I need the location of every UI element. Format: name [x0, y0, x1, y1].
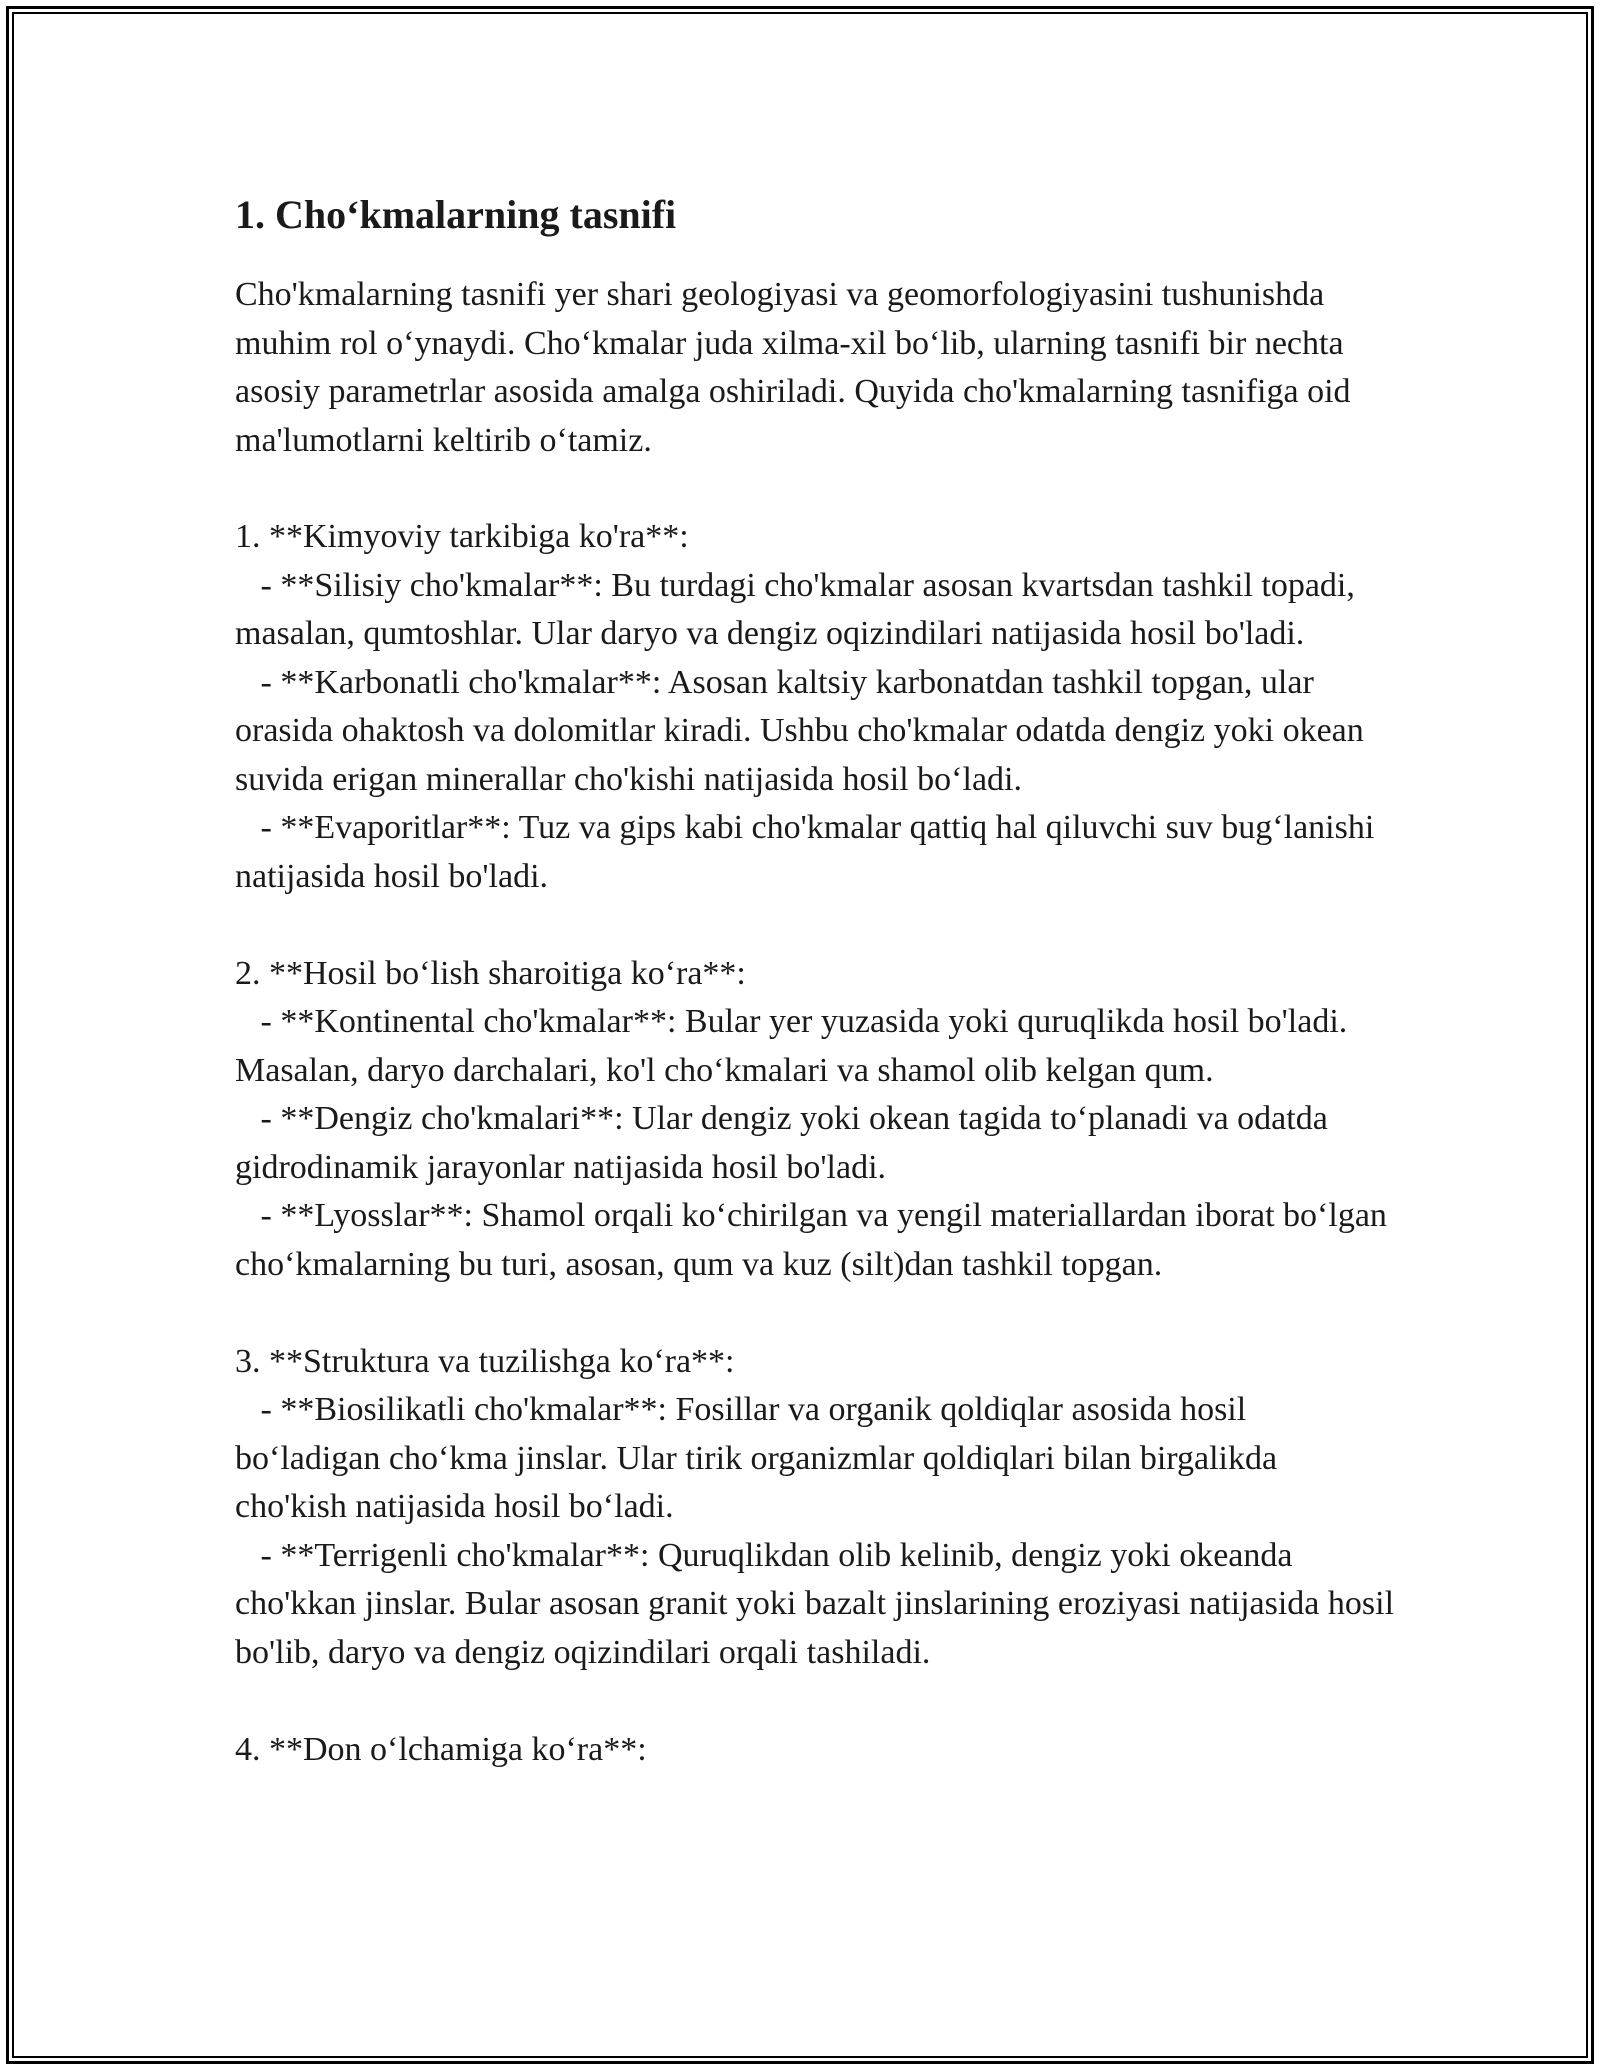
document-body [235, 185, 1395, 1774]
section-heading: 2. **Hosil bo‘lish sharoitiga ko‘ra**: [235, 954, 746, 992]
list-item: - **Karbonatli cho'kmalar**: Asosan kaltsiy karbonatdan tashkil topgan, ular orasida ohaktosh va dolomitlar kiradi. Ushbu cho'kmalar odatda dengiz yoki okean suvida erigan minerallar cho'kishi natijasida hosil bo‘ladi. [235, 663, 1364, 798]
list-item: - **Silisiy cho'kmalar**: Bu turdagi cho'kmalar asosan kvartsdan tashkil topadi, masalan, qumtoshlar. Ular daryo va dengiz oqizindilari natijasida hosil bo'ladi. [235, 566, 1355, 652]
page-title: 1. Cho‘kmalarning tasnifi [235, 192, 677, 237]
spacer [235, 901, 1395, 950]
section-heading: 1. **Kimyoviy tarkibiga ko'ra**: [235, 518, 689, 555]
section-1 [235, 513, 1395, 901]
list-item: - **Kontinental cho'kmalar**: Bular yer yuzasida yoki quruqlikda hosil bo'ladi. Masalan, daryo darchalari, ko'l cho‘kmalari va shamol olib kelgan qum. [235, 1003, 1348, 1089]
section-4 [235, 1726, 1395, 1775]
section-heading: 3. **Struktura va tuzilishga ko‘ra**: [235, 1342, 735, 1380]
section-heading: 4. **Don o‘lchamiga ko‘ra**: [235, 1730, 647, 1768]
spacer [235, 1289, 1395, 1338]
list-item: - **Biosilikatli cho'kmalar**: Fosillar va organik qoldiqlar asosida hosil bo‘ladigan cho‘kma jinslar. Ular tirik organizmlar qoldiqlari bilan birgalikda cho'kish natijasida hosil bo‘ladi. [235, 1391, 1278, 1525]
intro-paragraph: Cho'kmalarning tasnifi yer shari geologiyasi va geomorfologiyasini tushunishda muhim rol o‘ynaydi. Cho‘kmalar juda xilma-xil bo‘lib, ularning tasnifi bir nechta asosiy parametrlar asosida amalga oshiriladi. Quyida cho'kmalarning tasnifiga oid ma'lumotlarni keltirib o‘tamiz. [235, 276, 1351, 459]
spacer [235, 1677, 1395, 1726]
list-item: - **Terrigenli cho'kmalar**: Quruqlikdan olib kelinib, dengiz yoki okeanda cho'kkan jinslar. Bular asosan granit yoki bazalt jinslarining eroziyasi natijasida hosil bo'lib, daryo va dengiz oqizindilari orqali tashiladi. [235, 1536, 1395, 1671]
list-item: - **Dengiz cho'kmalari**: Ular dengiz yoki okean tagida to‘planadi va odatda gidrodinamik jarayonlar natijasida hosil bo'ladi. [235, 1100, 1328, 1186]
list-item: - **Evaporitlar**: Tuz va gips kabi cho'kmalar qattiq hal qiluvchi suv bug‘lanishi natijasida hosil bo'ladi. [235, 809, 1375, 895]
section-3 [235, 1338, 1395, 1678]
list-item: - **Lyosslar**: Shamol orqali ko‘chirilgan va yengil materiallardan iborat bo‘lgan cho‘kmalarning bu turi, asosan, qum va kuz (silt)dan tashkil topgan. [235, 1197, 1387, 1283]
section-2 [235, 950, 1395, 1290]
